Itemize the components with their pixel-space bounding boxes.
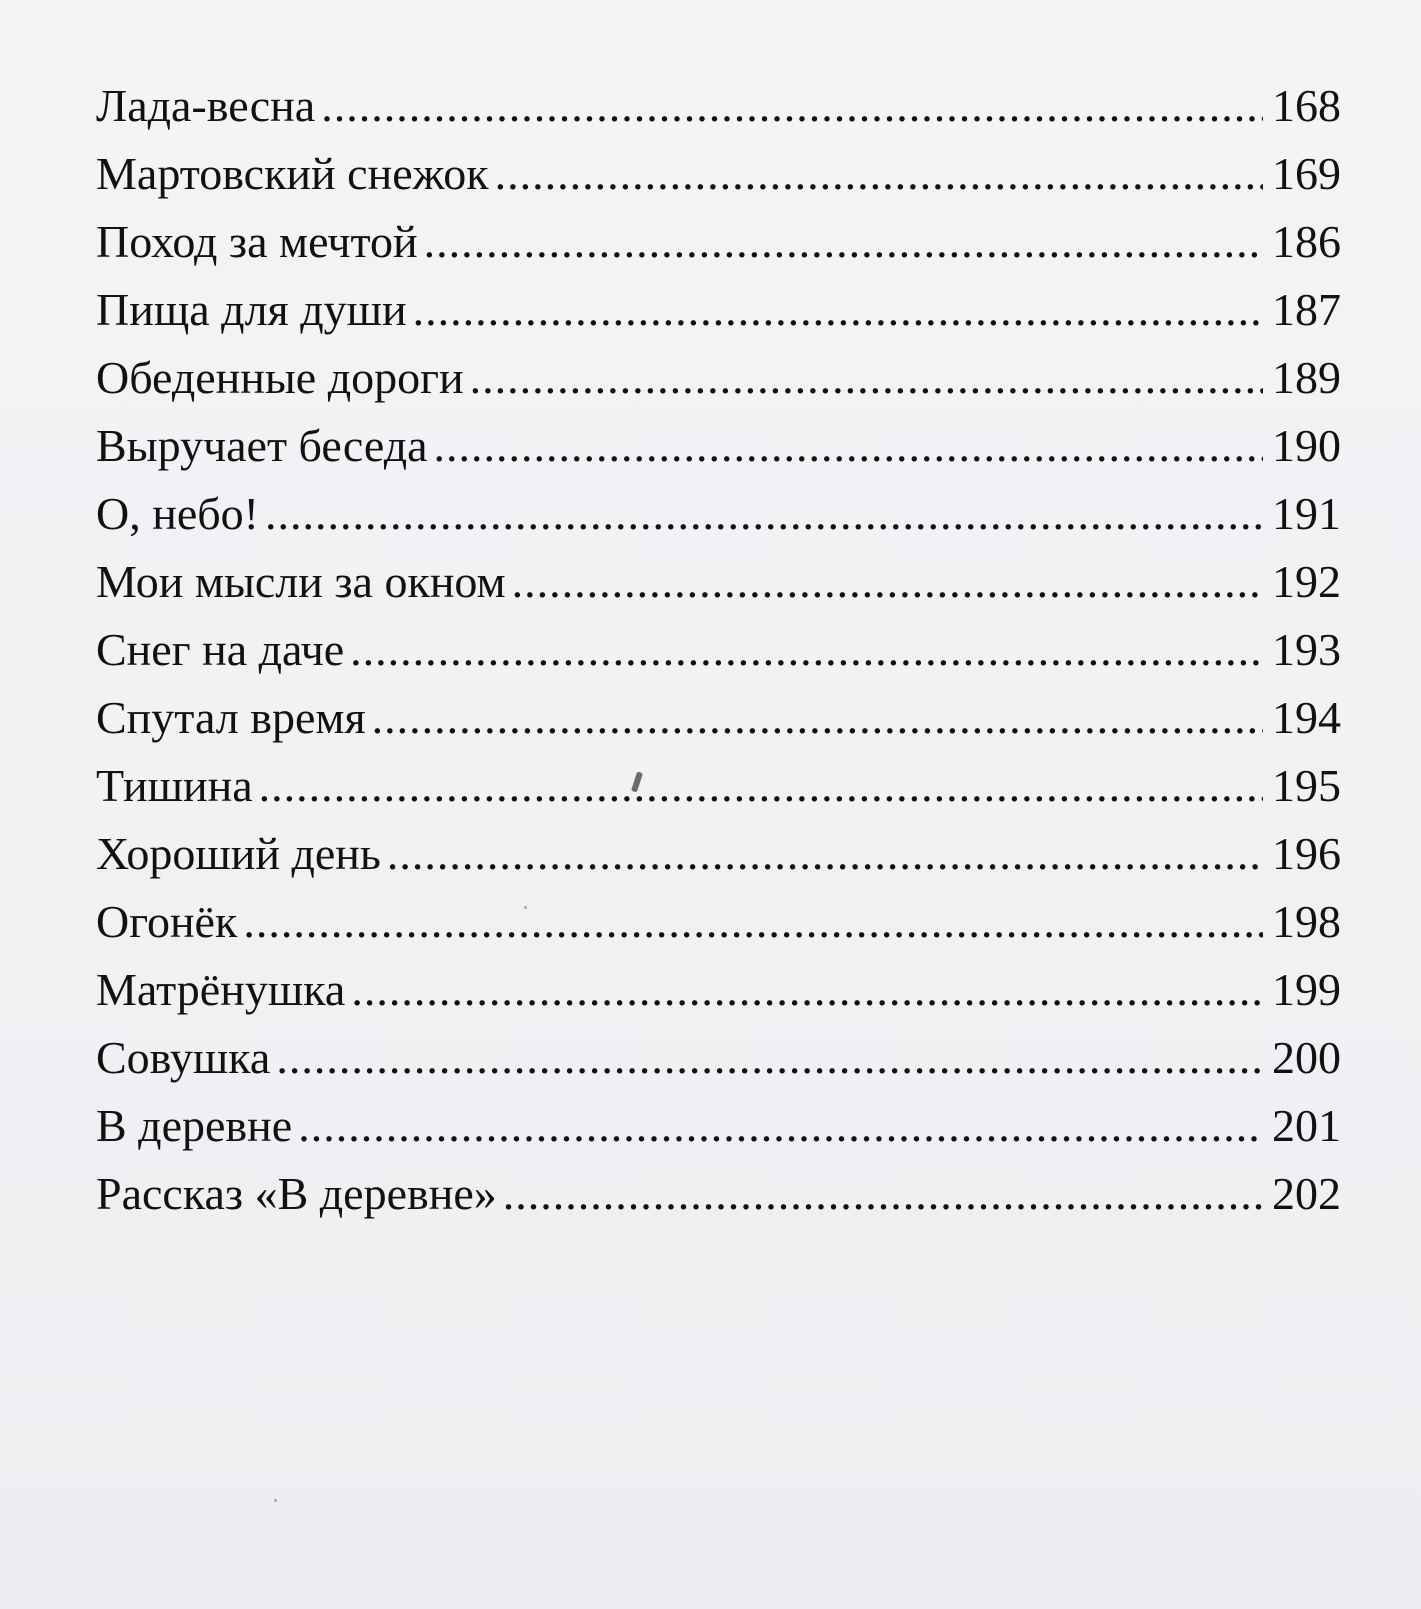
toc-entry (96, 956, 1341, 1024)
toc-entry-page: 198 (1272, 896, 1341, 947)
toc-entry-title: Матрёнушка (96, 964, 346, 1015)
toc-entry (96, 820, 1341, 888)
toc-entry (96, 1024, 1341, 1092)
toc-leader-dots (381, 820, 1263, 888)
toc-entry-page: 195 (1272, 760, 1341, 811)
toc-entry-title: Мои мысли за окном (96, 556, 506, 607)
toc-entry-title: Тишина (96, 760, 253, 811)
toc-entry-page: 196 (1272, 828, 1341, 879)
toc-entry (96, 276, 1341, 344)
toc-entry-title: Поход за мечтой (96, 216, 418, 267)
toc-entry-page: 202 (1272, 1168, 1341, 1219)
toc-entry (96, 412, 1341, 480)
toc-entry-title: Лада-весна (96, 80, 316, 131)
paper-dust-mark (274, 1499, 277, 1502)
toc-entry-title: Хороший день (96, 828, 381, 879)
toc-entry-page: 194 (1272, 692, 1341, 743)
toc-entry-title: В деревне (96, 1100, 293, 1151)
toc-leader-dots (418, 208, 1263, 276)
toc-entry-title: Рассказ «В деревне» (96, 1168, 497, 1219)
toc-entry-title: Выручает беседа (96, 420, 428, 471)
toc-entry-page: 199 (1272, 964, 1341, 1015)
toc-leader-dots (497, 1160, 1263, 1228)
toc-leader-dots (270, 1024, 1263, 1092)
toc-entry-title: Обеденные дороги (96, 352, 464, 403)
toc-entry (96, 752, 1341, 820)
toc-entry-page: 169 (1272, 148, 1341, 199)
toc-entry-page: 191 (1272, 488, 1341, 539)
toc-entry-title: Мартовский снежок (96, 148, 489, 199)
toc-leader-dots (253, 752, 1263, 820)
toc-entry-page: 190 (1272, 420, 1341, 471)
toc-leader-dots (237, 888, 1263, 956)
toc-entry-page: 193 (1272, 624, 1341, 675)
toc-leader-dots (315, 72, 1263, 140)
toc-entry-title: О, небо! (96, 488, 259, 539)
paper-dust-mark (524, 906, 527, 909)
toc-entry-page: 192 (1272, 556, 1341, 607)
toc-entry (96, 208, 1341, 276)
toc-entry-page: 200 (1272, 1032, 1341, 1083)
toc-entry-page: 168 (1272, 80, 1341, 131)
toc-entry-title: Снег на даче (96, 624, 345, 675)
toc-entry-page: 187 (1272, 284, 1341, 335)
toc-entry (96, 480, 1341, 548)
toc-entry (96, 344, 1341, 412)
toc-entry (96, 1092, 1341, 1160)
toc-leader-dots (489, 140, 1263, 208)
toc-leader-dots (344, 616, 1263, 684)
toc-leader-dots (407, 276, 1263, 344)
toc-entry-page: 186 (1272, 216, 1341, 267)
toc-entry-title: Пища для души (96, 284, 407, 335)
toc-entry (96, 140, 1341, 208)
toc-leader-dots (464, 344, 1263, 412)
toc-entry-title: Огонёк (96, 896, 238, 947)
table-of-contents (96, 72, 1341, 1228)
toc-leader-dots (259, 480, 1263, 548)
toc-leader-dots (506, 548, 1263, 616)
toc-entry-page: 189 (1272, 352, 1341, 403)
toc-entry (96, 616, 1341, 684)
toc-leader-dots (292, 1092, 1263, 1160)
toc-leader-dots (366, 684, 1263, 752)
toc-entry (96, 548, 1341, 616)
toc-entry (96, 72, 1341, 140)
toc-leader-dots (345, 956, 1263, 1024)
toc-entry (96, 684, 1341, 752)
toc-entry-title: Спутал время (96, 692, 366, 743)
toc-entry (96, 1160, 1341, 1228)
toc-entry-page: 201 (1272, 1100, 1341, 1151)
toc-leader-dots (428, 412, 1263, 480)
toc-entry (96, 888, 1341, 956)
toc-entry-title: Совушка (96, 1032, 271, 1083)
